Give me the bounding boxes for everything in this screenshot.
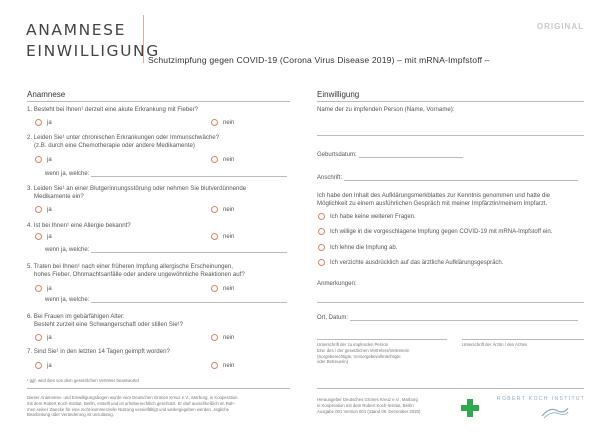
radio-circle[interactable] bbox=[35, 334, 42, 341]
radio-circle[interactable] bbox=[35, 362, 42, 369]
title-line-2: EINWILLIGUNG bbox=[26, 42, 160, 60]
question-3: 3. Leiden Sie¹ an einer Blutgerinnungsstörung oder nehmen Sie blutverdünnende Medikamente ein? bbox=[27, 185, 247, 201]
radio-circle[interactable] bbox=[318, 244, 325, 251]
q4-which[interactable]: wenn ja, welche: bbox=[45, 246, 287, 253]
q3-no[interactable]: nein bbox=[211, 206, 234, 213]
q4-no[interactable]: nein bbox=[211, 233, 234, 240]
question-7: 7. Sind Sie¹ in den letzten 14 Tagen geimpft worden? bbox=[27, 348, 170, 355]
header-divider bbox=[143, 15, 144, 63]
q6-no[interactable]: nein bbox=[211, 334, 234, 341]
q2-yes[interactable]: ja bbox=[35, 156, 52, 163]
radio-circle[interactable] bbox=[211, 119, 218, 126]
remarks-line[interactable] bbox=[317, 302, 584, 303]
radio-circle[interactable] bbox=[211, 334, 218, 341]
radio-circle[interactable] bbox=[35, 119, 42, 126]
signature-line-person[interactable] bbox=[317, 339, 447, 340]
title-line-1: ANAMNESE bbox=[26, 21, 126, 39]
address-field[interactable]: Anschrift: bbox=[317, 174, 578, 181]
radio-circle[interactable] bbox=[318, 228, 325, 235]
q5-no[interactable]: nein bbox=[211, 285, 234, 292]
q5-yes[interactable]: ja bbox=[35, 285, 52, 292]
publisher-info: Herausgeber Deutsches Grünes Kreuz e.V., Marburg in Kooperation mit dem Robert Koch-Institut, Berlin Ausgabe 001 Version 001 (Stand 09. Dezember 2020) bbox=[317, 397, 421, 414]
q5-which[interactable]: wenn ja, welche: bbox=[45, 296, 287, 303]
question-5: 5. Traten bei Ihnen¹ nach einer früheren Impfung allergische Erscheinungen, hohes Fieber, Ohnmachtsanfälle oder andere ungewöhnliche Reaktionen auf? bbox=[27, 263, 245, 279]
radio-circle[interactable] bbox=[211, 285, 218, 292]
remarks-label: Anmerkungen: bbox=[317, 280, 357, 287]
radio-circle[interactable] bbox=[211, 362, 218, 369]
birth-field[interactable]: Geburtsdatum: bbox=[317, 151, 463, 158]
birth-line[interactable] bbox=[359, 151, 463, 158]
q7-no[interactable]: nein bbox=[211, 362, 234, 369]
footer-rule-left bbox=[27, 388, 290, 389]
signature-label-doctor: Unterschrift der Ärztin / des Arztes bbox=[462, 342, 528, 347]
radio-circle[interactable] bbox=[318, 213, 325, 220]
q5-which-line[interactable] bbox=[91, 296, 287, 303]
info-paragraph: Ich habe den Inhalt des Aufklärungsmerkblattes zur Kenntnis genommen und hatte die Möglichkeit zu einem ausführlichen Gespräch mit meiner Impfärztin/meinem Impfarzt. bbox=[317, 192, 551, 208]
radio-circle[interactable] bbox=[211, 206, 218, 213]
place-date-field[interactable]: Ort, Datum: bbox=[317, 314, 578, 321]
consent-option-4[interactable]: Ich verzichte ausdrücklich auf das ärztliche Aufklärungsgespräch. bbox=[318, 259, 503, 266]
q1-no[interactable]: nein bbox=[211, 119, 234, 126]
question-2: 2. Leiden Sie¹ unter chronischen Erkrankungen oder Immunschwäche? (z.B. durch eine Chemotherapie oder andere Medikamente) bbox=[27, 134, 220, 150]
original-badge: ORIGINAL bbox=[536, 22, 584, 31]
q7-yes[interactable]: ja bbox=[35, 362, 52, 369]
q2-which[interactable]: wenn ja, welche: bbox=[45, 170, 287, 177]
form-subtitle: Schutzimpfung gegen COVID-19 (Corona Virus Disease 2019) – mit mRNA-Impfstoff – bbox=[148, 55, 490, 65]
consent-option-1[interactable]: Ich habe keine weiteren Fragen. bbox=[318, 213, 416, 220]
radio-circle[interactable] bbox=[35, 285, 42, 292]
einwilligung-heading: Einwilligung bbox=[317, 90, 360, 99]
green-cross-icon bbox=[461, 399, 479, 417]
consent-option-3[interactable]: Ich lehne die Impfung ab. bbox=[318, 244, 397, 251]
q2-which-line[interactable] bbox=[91, 170, 287, 177]
form-title bbox=[26, 20, 160, 62]
radio-circle[interactable] bbox=[211, 233, 218, 240]
q2-no[interactable]: nein bbox=[211, 156, 234, 163]
radio-circle[interactable] bbox=[35, 233, 42, 240]
radio-circle[interactable] bbox=[35, 206, 42, 213]
copyright-notice: Dieser Anamnese- und Einwilligungsbogen wurde vom Deutschen Grünen Kreuz e.V., Marburg, in Kooperation mit dem Robert Koch-Institut, Berlin, erstellt und ist urheberrechtlich geschützt. Er darf ausschließlich im Rah- men seiner Zwecke für eine nicht-kommerzielle Nutzung vervielfältigt und weitergegeben werden. Jegliche Bearbeitung oder Veränderung ist unzulässig. bbox=[27, 395, 238, 418]
name-label: Name der zu impfenden Person (Name, Vorname): bbox=[317, 106, 455, 113]
rki-wordmark: ROBERT KOCH INSTITUT bbox=[497, 396, 586, 402]
question-4: 4. Ist bei Ihnen¹ eine Allergie bekannt? bbox=[27, 222, 131, 229]
q1-yes[interactable]: ja bbox=[35, 119, 52, 126]
einwilligung-rule bbox=[317, 101, 584, 102]
address-line[interactable] bbox=[344, 174, 578, 181]
signature-line-doctor[interactable] bbox=[462, 339, 584, 340]
question-1: 1. Besteht bei Ihnen¹ derzeit eine akute Erkrankung mit Fieber? bbox=[27, 106, 199, 113]
consent-option-2[interactable]: Ich willige in die vorgeschlagene Impfung gegen COVID-19 mit mRNA-Impfstoff ein. bbox=[318, 228, 552, 235]
q4-yes[interactable]: ja bbox=[35, 233, 52, 240]
anamnese-heading: Anamnese bbox=[27, 90, 66, 99]
q4-which-line[interactable] bbox=[91, 246, 287, 253]
place-date-line[interactable] bbox=[350, 314, 578, 321]
rki-logo-icon bbox=[540, 404, 570, 420]
name-line[interactable] bbox=[317, 135, 584, 136]
q3-yes[interactable]: ja bbox=[35, 206, 52, 213]
radio-circle[interactable] bbox=[35, 156, 42, 163]
anamnese-rule bbox=[27, 101, 290, 102]
radio-circle[interactable] bbox=[211, 156, 218, 163]
footer-rule-right bbox=[317, 388, 584, 389]
signature-label-person: Unterschrift der zu impfenden Person bzw. des / der gesetzlichen Vertreters/Vertreterin (Sorgeberechtigte, Vorsorgebevollmächtigte oder Betreuerin) bbox=[317, 342, 410, 365]
q6-yes[interactable]: ja bbox=[35, 334, 52, 341]
question-6: 6. Bei Frauen im gebärfähigen Alter: Besteht zurzeit eine Schwangerschaft oder stillen Sie¹? bbox=[27, 313, 184, 329]
footnote: ¹ ggf. wird dies von dem gesetzlichen Vertreter beantwortet bbox=[27, 378, 140, 383]
radio-circle[interactable] bbox=[318, 259, 325, 266]
